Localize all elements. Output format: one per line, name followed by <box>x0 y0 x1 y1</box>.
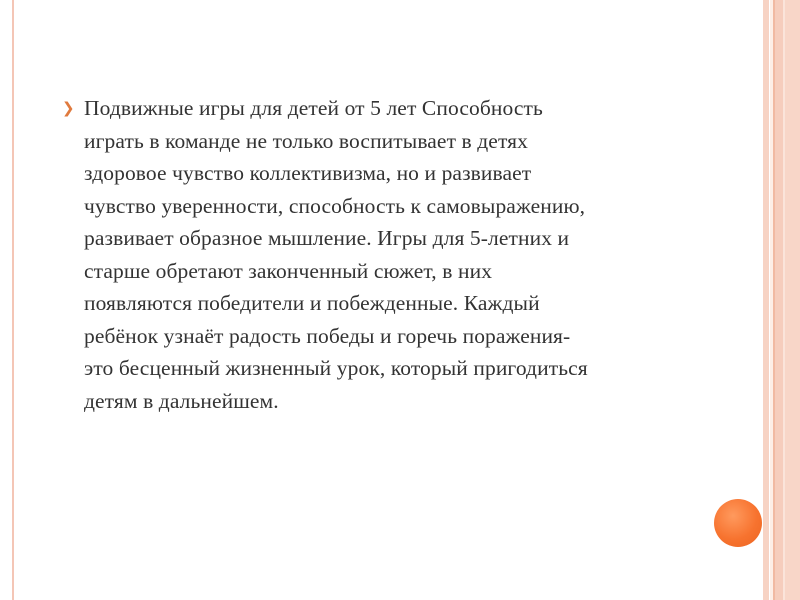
paragraph-line: здоровое чувство коллективизма, но и развивает <box>84 161 532 185</box>
slide-body <box>62 92 722 417</box>
left-border-line <box>12 0 14 600</box>
bullet-paragraph <box>84 92 588 417</box>
paragraph-line: старше обретают законченный сюжет, в них <box>84 258 493 283</box>
paragraph-line: детям в дальнейшем. <box>84 388 279 413</box>
right-decor-stripe <box>785 0 800 600</box>
paragraph-line: это бесценный жизненный урок, который пригодиться <box>84 356 588 380</box>
paragraph-line: Подвижные игры для детей от 5 лет Способность <box>84 96 543 120</box>
right-decor-stripe <box>763 0 769 600</box>
chevron-right-icon: ❯ <box>62 99 75 117</box>
paragraph-line: появляются победители и побежденные. Каждый <box>84 291 540 315</box>
paragraph-line: развивает образное мышление. Игры для 5-летних и <box>84 226 570 250</box>
paragraph-line: играть в команде не только воспитывает в детях <box>84 128 529 153</box>
right-decor-stripe <box>775 0 783 600</box>
bullet-item <box>62 92 722 417</box>
paragraph-line: чувство уверенности, способность к самовыражению, <box>84 193 586 218</box>
paragraph-line: ребёнок узнаёт радость победы и горечь поражения- <box>84 323 571 348</box>
orange-circle-decoration <box>714 499 762 547</box>
